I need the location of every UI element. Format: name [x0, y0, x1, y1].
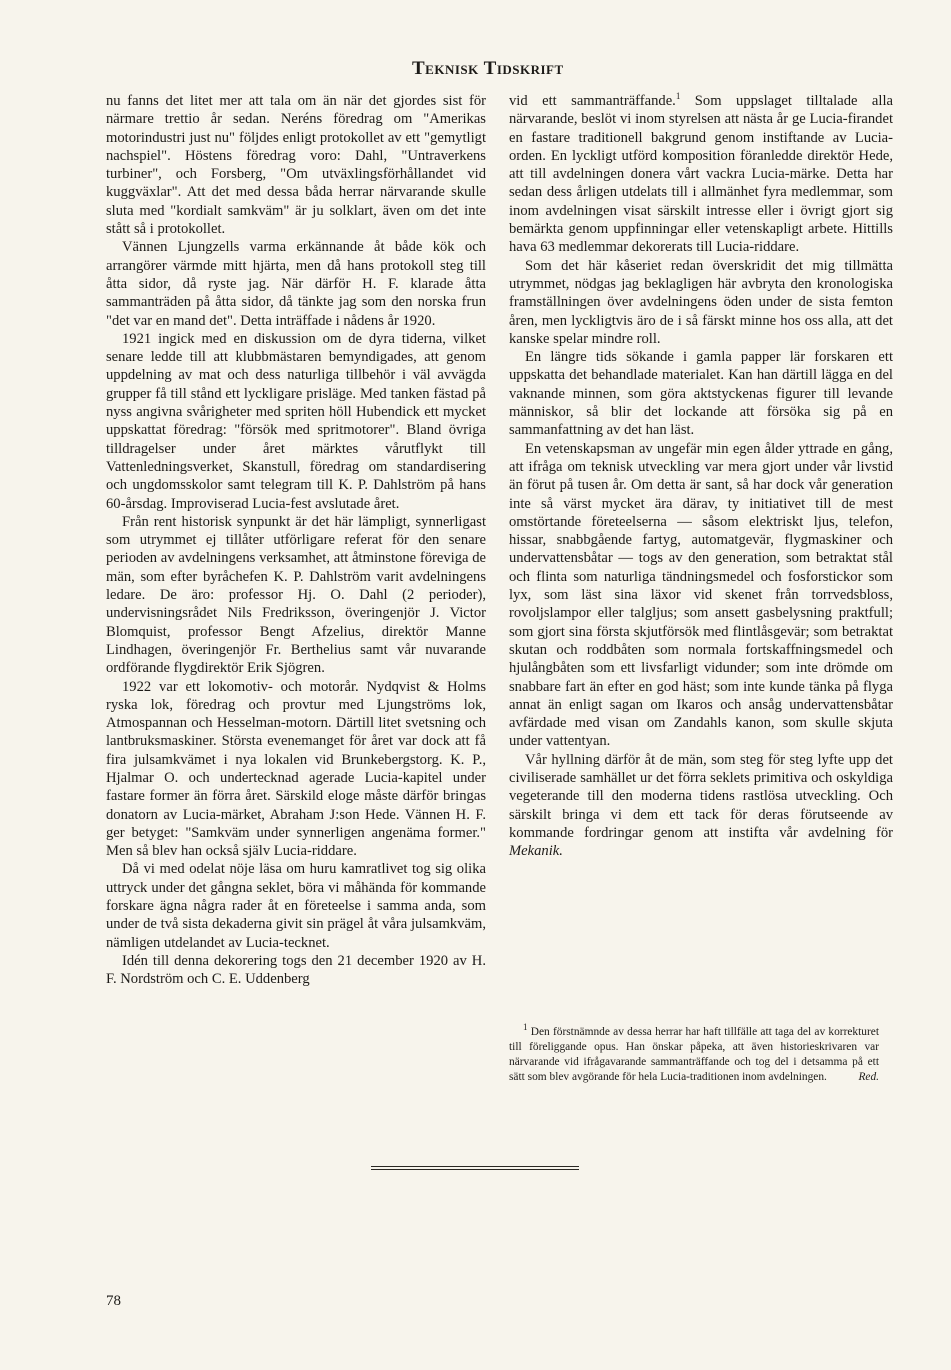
footnote-attribution: Red. — [858, 1071, 879, 1083]
paragraph: En längre tids sökande i gamla papper lär forskaren ett uppskatta det behandlade materialet. Kan han därtill lägga en del vaknande minnen, som göra aktstyckenas figurer till levande människor, så blir det lockande att försöka sig på en sammanfattning av det han läst. — [509, 349, 893, 439]
footnote — [509, 1022, 879, 1085]
paragraph: nu fanns det litet mer att tala om än när det gjordes sist för närmare trettio år sedan. Neréns föredrag om "Amerikas motorindustri just nu" följdes enligt protokollet av ett "gemytligt nachspiel". Höstens föredrag voro: Dahl, "Untraverkens turbiner", och Forsberg, "Om utväxlingsförhållandet vid kuggväxlar". Att det med dessa båda herrar närvarande skulle sluta med "kordialt samkväm" är ju solklart, även om det inte stått så i protokollet. — [106, 93, 486, 238]
paragraph: Från rent historisk synpunkt är det här lämpligt, synnerligast som utrymmet ej tillåter utförligare referat för den senare perioden av avdelningens verksamhet, att åtminstone föreviga de män, som efter byråchefen K. P. Dahlström varit avdelningens ledare. De äro: professor Hj. O. Dahl (2 perioder), undervisningsrådet Nils Fredriksson, överingenjör J. Victor Blomquist, professor Bengt Afzelius, direktör Manne Lindhagen, överingenjör Fr. Berthelius samt vår nuvarande ordförande flygdirektör Erik Sjögren. — [106, 513, 486, 677]
section-divider — [371, 1166, 579, 1170]
paragraph — [509, 751, 893, 861]
footnote-marker: 1 — [675, 91, 681, 102]
page-number: 78 — [106, 1293, 121, 1309]
paragraph: vid ett sammanträffande.$^1$ Som uppslaget tilltalade alla närvarande, beslöt vi inom styrelsen att nästa år ge Lucia-firandet en fastare traditionell bakgrund genom instiftande av Lucia-orden. En lyckligt utförd komposition föranledde direktör Hede, att till avdelningen donera vårt vackra Lucia-märke. Detta har sedan dess årligen utdelats till i allmänhet fyra medlemmar, som inom avdelningen visat särskilt intresse eller i övrigt gjort sig bemärkta genom uppfinningar eller vetenskapligt arbete. Hittills hava 63 medlemmar dekorerats till Lucia-riddare. — [509, 91, 893, 256]
paragraph: 1921 ingick med en diskussion om de dyra tiderna, vilket senare ledde till att klubbmästaren bemyndigades, att genom uppdelning av mat och dess naturliga tillbehör i väl avvägda grupper få till stånd ett lyckligare prisläge. Med tanken fästad på nyss angivna svårigheter med spriten höll Hubendick ett mycket uppskattat föredrag: "försök med spritmotorer". Bland övriga tilldragelser under året märktes vårutflykt till Vattenledningsverket, Skanstull, föredrag om standardisering och ungdomsskolor samt telegram till K. P. Dahlström på hans 60-årsdag. Improviserad Lucia-fest avslutade året. — [106, 330, 486, 512]
journal-title: Teknisk Tidskrift — [412, 58, 564, 79]
right-column — [509, 92, 893, 860]
paragraph: Som det här kåseriet redan överskridit det mig tillmätta utrymmet, nödgas jag beklagligen här avbryta den kronologiska framställningen över avdelningens öden under de sista femton åren, men lyckligtvis äro de i så färskt minne hos oss alla, att det kanske spelar mindre roll. — [509, 257, 893, 347]
left-column — [106, 92, 486, 989]
footnote-marker: 1 — [523, 1022, 528, 1033]
paragraph: 1922 var ett lokomotiv- och motorår. Nydqvist & Holms ryska lok, föredrag och provtur med Ljungströms lok, Atmospannan och Hesselman-motorn. Därtill litet svetsning och lantbruksmaskiner. Största evenemanget för året var dock att få fira julsamkvämet i nya lokalen vid Brunkebergstorg. K. P., Hjalmar O. och undertecknad agerade Lucia-kapitel under fastare former än förra året. Särskild eloge måste därför bringas donatorn av Lucia-märket, Abraham J:son Hede. Vännen H. F. ger betyget: "Samkväm under synnerligen angenäma former." Men så blev han också själv Lucia-riddare. — [106, 678, 486, 860]
paragraph: En vetenskapsman av ungefär min egen ålder yttrade en gång, att ifråga om teknisk utveckling var mera gjort under vår livstid än förut på tusen år. Om detta är sant, så har dock vår generation inte så värst mycket ära därav, ty initiativet till de mest omstörtande företeelserna — såsom elektriskt ljus, telefon, hissar, snabbgående fartyg, automatgevär, flygmaskiner och undervattensbåtar — togs av den generation, som betraktat stål och flinta som naturliga tändningsmedel och fosforstickor som lyx, som läst sina läxor vid skenet från torrvedsbloss, rovoljslampor eller talgljus; som ansett gasbelysning praktfull; som gjort sina första skjutförsök med flintlåsgevär; som betraktat skutan och roddbåten som normala fortskaffningsmedel och hjulångbåten som ett livsfarligt vidunder; som inte drömde om snabbare fart än efter en god häst; som inte kunde tänka på flyga annat än enligt sagan om Ikaros och ansåg undervattensbåtar avfärdade med visan om Zandahls kanon, som skulle skjuta under vattentyan. — [509, 440, 893, 750]
paragraph: Idén till denna dekorering togs den 21 december 1920 av H. F. Nordström och C. E. Uddenberg — [106, 952, 486, 988]
footnote-text: Den förstnämnde av dessa herrar har haft tillfälle att taga del av korrekturet till föreliggande opus. Han önskar påpeka, att även historieskrivaren var närvarande vid ifrågavarande sammanträffande och tog del i detsamma på ett sätt som blev avgörande för hela Lucia-traditionen inom avdelningen. — [509, 1026, 879, 1083]
paragraph: Vännen Ljungzells varma erkännande åt både kök och arrangörer värmde mitt hjärta, men då hans protokoll steg till åtta sidor, då ryste jag. När därför H. F. klarade åtta sammanträden på åtta sidor, då tänkte jag som den norska frun "det var en mand det". Detta inträffade i nådens år 1920. — [106, 239, 486, 329]
paragraph: Då vi med odelat nöje läsa om huru kamratlivet tog sig olika uttryck under det gångna seklet, böra vi måhända för kommande forskare ägna några rader åt en företeelse i samma anda, som under de två sista dekaderna givit sin prägel åt våra julsamkväm, nämligen utdelandet av Lucia-tecknet. — [106, 861, 486, 951]
paragraph-text: Vår hyllning därför åt de män, som steg för steg lyfte upp det civiliserade samhället ur det förra seklets primitiva och oskyldiga vegeterande till den moderna tidens rastlösa utveckling. Och särskilt bringa vi dem ett tack för deras förutseende av kommande fordringar genom att instifta vår avdelning för — [509, 751, 893, 841]
signature: Mekanik. — [509, 843, 563, 860]
